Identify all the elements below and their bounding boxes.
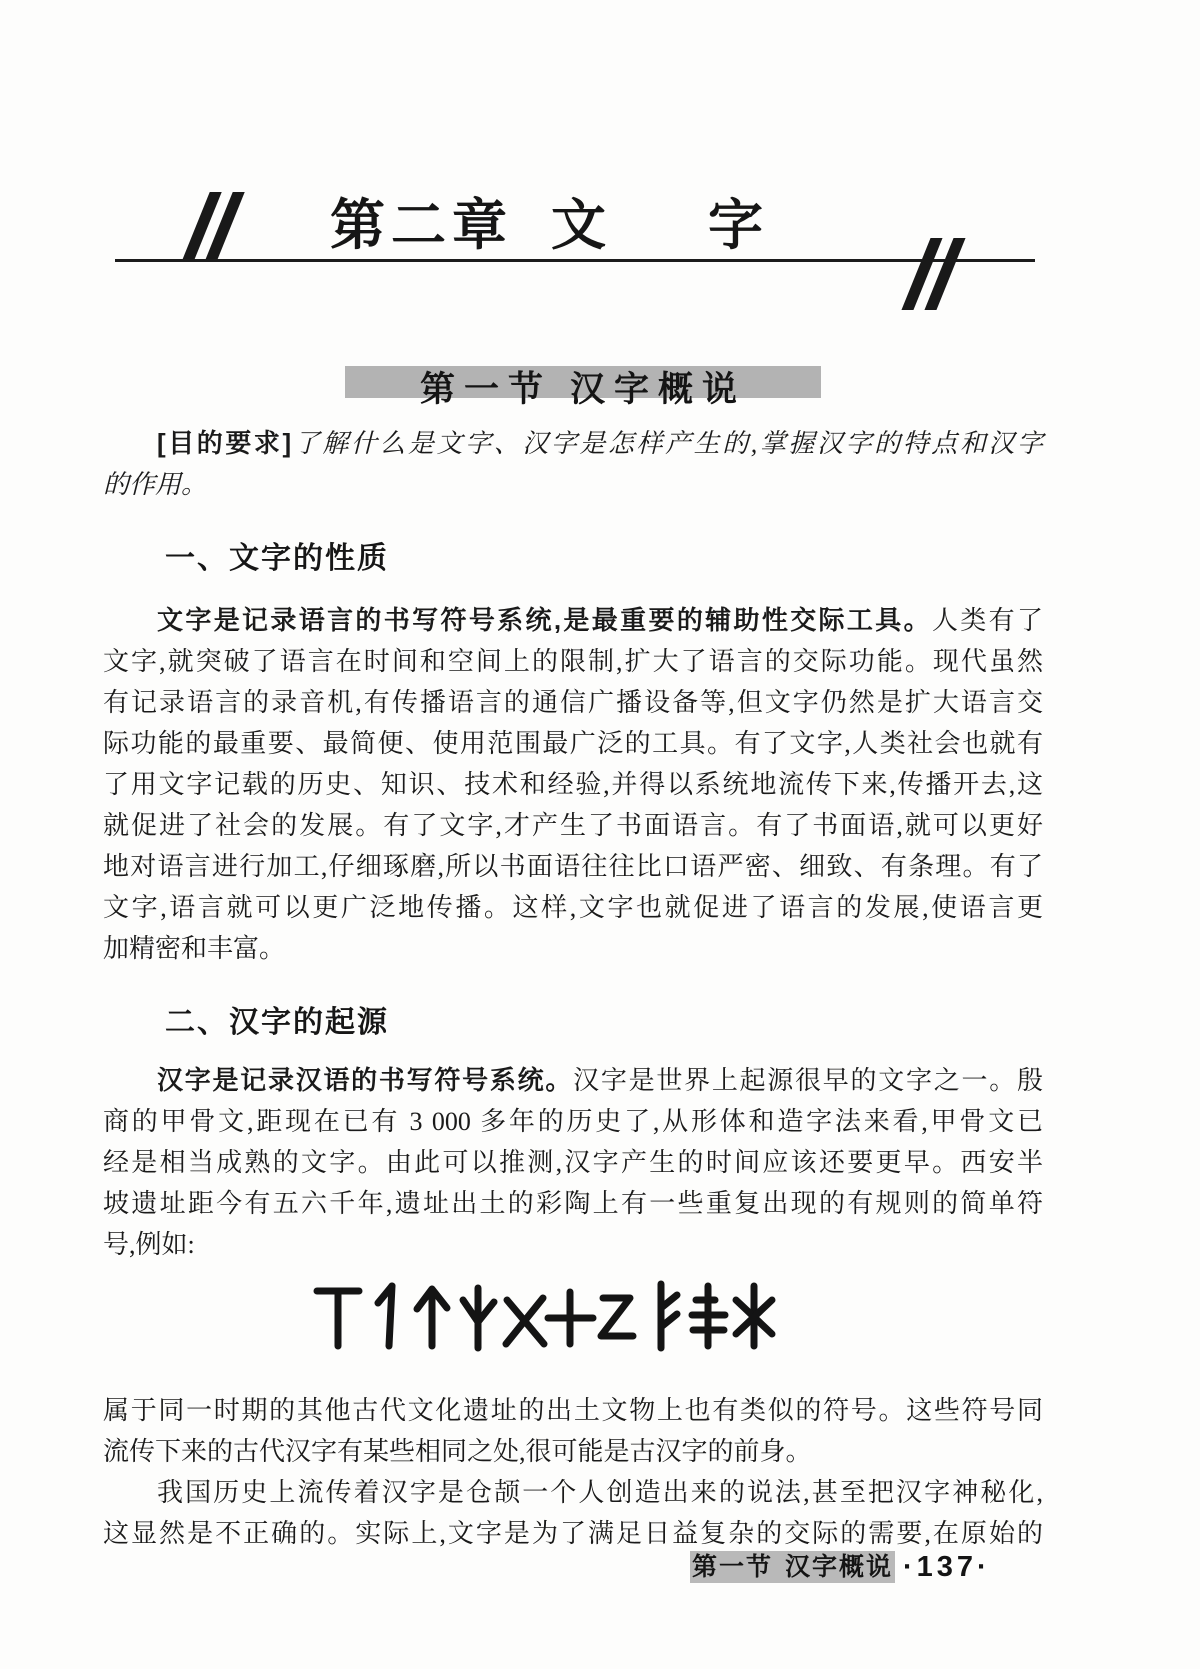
objective-text: 了解什么是文字、汉字是怎样产生的,掌握汉字的特点和汉字	[291, 429, 1043, 458]
section-title: 汉字概说	[570, 370, 747, 409]
grain-mark-icon	[736, 1286, 772, 1346]
text-line: 的作用。	[103, 470, 208, 499]
paragraph-cangjie-legend	[103, 1472, 1043, 1554]
section-banner-title	[345, 372, 821, 408]
tee-mark-icon	[317, 1291, 359, 1346]
feather-mark-icon	[661, 1284, 677, 1348]
text-line: 文字,就突破了语言在时间和空间上的限制,扩大了语言的交际功能。现代虽然	[103, 647, 1043, 676]
up-arrow-mark-icon	[417, 1289, 447, 1346]
text-line: 了用文字记载的历史、知识、技术和经验,并得以系统地流传下来,传播开去,这	[103, 770, 1043, 799]
zed-mark-icon	[601, 1298, 633, 1336]
text-line: 际功能的最重要、最简便、使用范围最广泛的工具。有了文字,人类社会也就有	[103, 729, 1043, 758]
x-mark-icon	[506, 1298, 544, 1344]
lead-rest-text: 汉字是世界上起源很早的文字之一。殷	[573, 1066, 1043, 1095]
lead-bold-text: 汉字是记录汉语的书写符号系统。	[157, 1065, 574, 1095]
paragraph-origin-of-characters	[103, 1060, 1043, 1265]
text-line: 流传下来的古代汉字有某些相同之处,很可能是古汉字的前身。	[103, 1437, 812, 1466]
footer-section-number: 第一节	[691, 1554, 773, 1581]
footer-section-name: 汉字概说	[785, 1554, 894, 1581]
page-number: ·137·	[903, 1551, 991, 1583]
text-line: 这显然是不正确的。实际上,文字是为了满足日益复杂的交际的需要,在原始的	[103, 1519, 1043, 1548]
footer-section-title	[690, 1551, 895, 1583]
text-line: 就促进了社会的发展。有了文字,才产生了书面语言。有了书面语,就可以更好	[103, 811, 1043, 840]
double-slash-icon	[196, 192, 231, 260]
text-line	[103, 1060, 1043, 1101]
subheading-nature-of-writing: 一、文字的性质	[165, 542, 389, 575]
section-number: 第一节	[419, 370, 552, 409]
plus-mark-icon	[548, 1292, 593, 1344]
objective-label: [目的要求]	[157, 428, 292, 458]
text-line: 我国历史上流传着汉字是仓颉一个人创造出来的说法,甚至把汉字神秘化,	[157, 1478, 1043, 1507]
text-line: 地对语言进行加工,仔细琢磨,所以书面语往往比口语严密、细致、有条理。有了	[103, 852, 1043, 881]
chapter-title	[330, 196, 769, 254]
text-line: 加精密和丰富。	[103, 934, 286, 963]
paragraph-similar-symbols	[103, 1390, 1043, 1472]
text-line: 坡遗址距今有五六千年,遗址出土的彩陶上有一些重复出现的有规则的简单符	[103, 1189, 1043, 1218]
chapter-title-char: 文	[551, 194, 613, 256]
slant-one-mark-icon	[378, 1286, 392, 1346]
chapter-title-char: 字	[708, 194, 770, 256]
double-slash-icon	[916, 238, 951, 310]
stalk-mark-icon	[692, 1286, 725, 1346]
lead-bold-text: 文字是记录语言的书写符号系统,是最重要的辅助性交际工具。	[157, 605, 932, 635]
objective-paragraph	[103, 423, 1043, 505]
text-line: 属于同一时期的其他古代文化遗址的出土文物上也有类似的符号。这些符号同	[103, 1396, 1043, 1425]
lead-rest-text: 人类有了	[931, 606, 1043, 635]
text-line	[103, 423, 1043, 464]
header-rule	[115, 259, 1035, 262]
text-line: 文字,语言就可以更广泛地传播。这样,文字也就促进了语言的发展,使语言更	[103, 893, 1043, 922]
text-line: 经是相当成熟的文字。由此可以推测,汉字产生的时间应该还要更早。西安半	[103, 1148, 1043, 1177]
chapter-number: 第二章	[330, 194, 514, 256]
text-line: 商的甲骨文,距现在已有 3 000 多年的历史了,从形体和造字法来看,甲骨文已	[103, 1107, 1043, 1136]
paragraph-nature-of-writing	[103, 600, 1043, 969]
sprout-mark-icon	[463, 1288, 494, 1348]
banpo-pottery-symbols	[312, 1276, 788, 1354]
text-line: 号,例如:	[103, 1230, 195, 1259]
text-line	[103, 600, 1043, 641]
text-line: 有记录语言的录音机,有传播语言的通信广播设备等,但文字仍然是扩大语言交	[103, 688, 1043, 717]
subheading-origin-of-characters: 二、汉字的起源	[165, 1006, 389, 1039]
